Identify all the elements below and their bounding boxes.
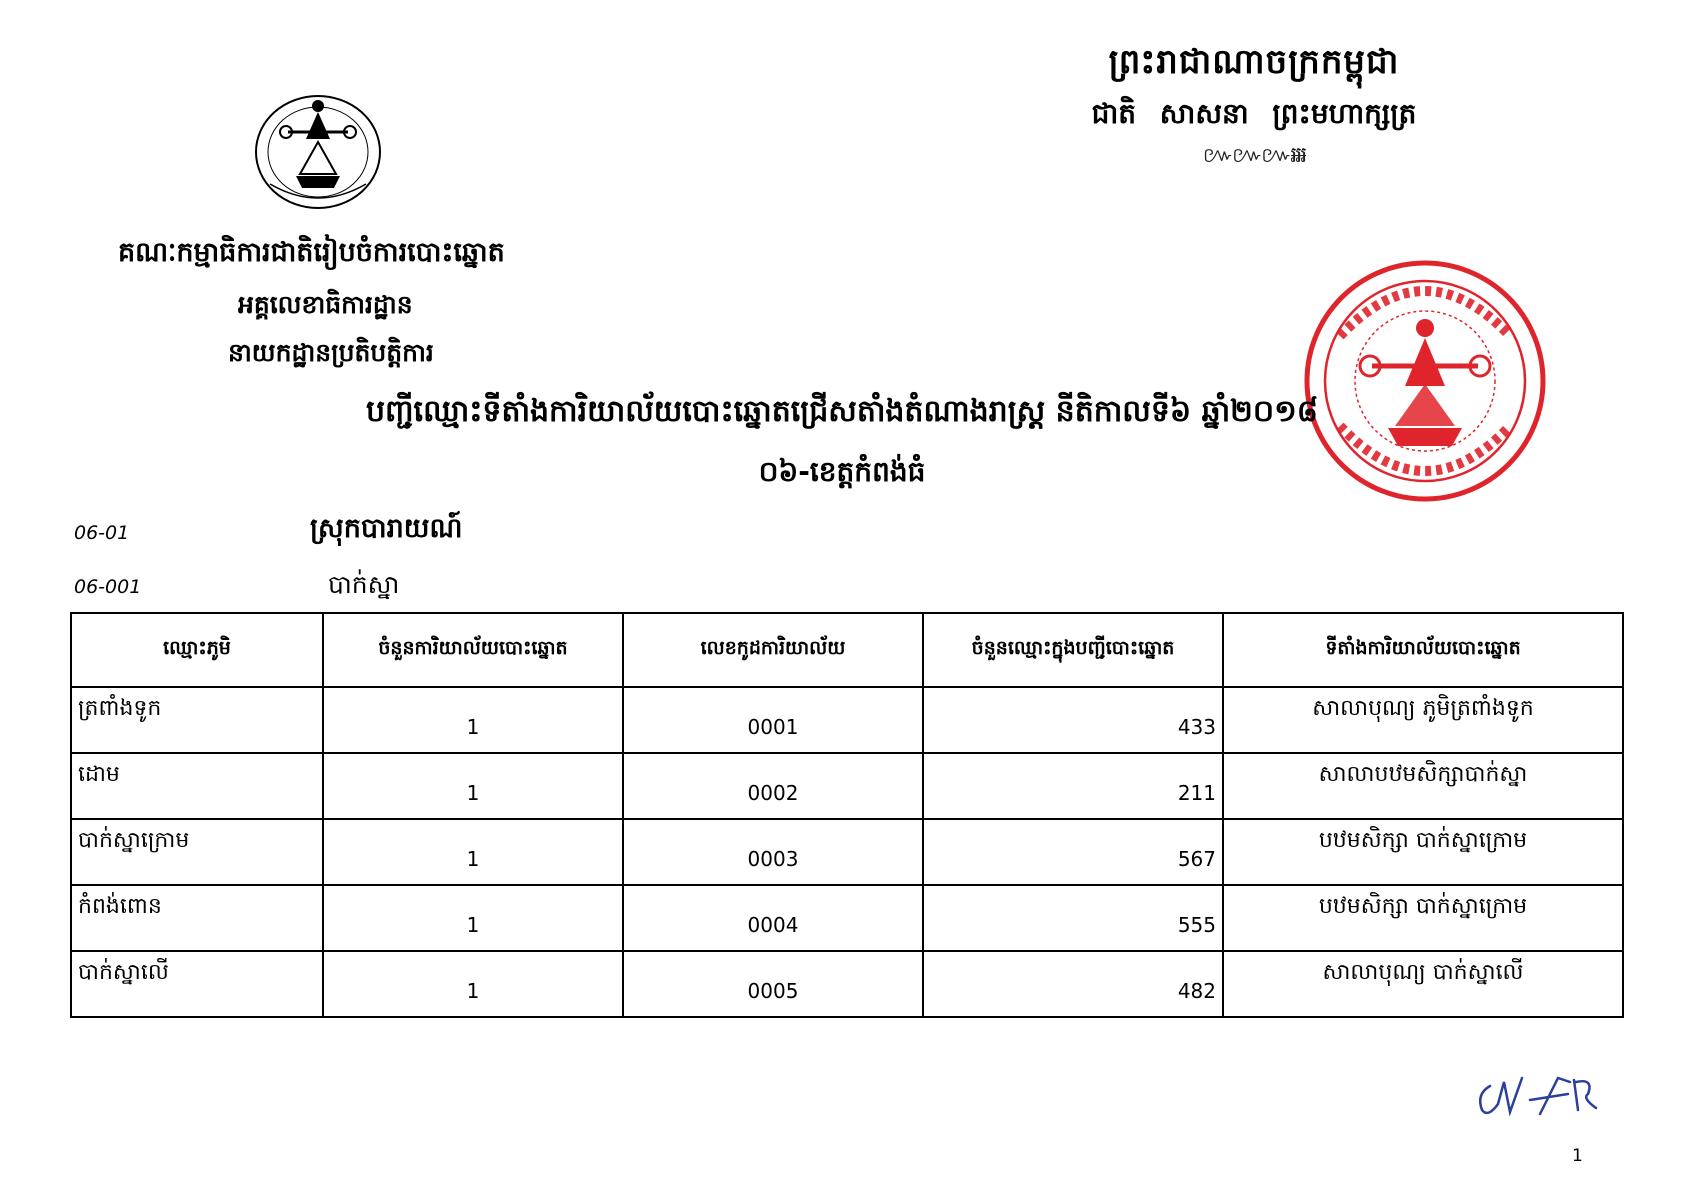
cell-voters: 211 <box>923 753 1223 819</box>
page-number: 1 <box>1572 1146 1583 1166</box>
table-row <box>71 885 1623 951</box>
header-village: ឈ្មោះភូមិ <box>71 613 323 687</box>
cell-code: 0005 <box>623 951 923 1017</box>
cell-code: 0003 <box>623 819 923 885</box>
header-station-count: ចំនួនការិយាល័យបោះឆ្នោត <box>323 613 623 687</box>
cell-code: 0002 <box>623 753 923 819</box>
cell-stations: 1 <box>323 819 623 885</box>
district-name: ស្រុកបារាយណ៍ <box>310 513 463 544</box>
header-location: ទីតាំងការិយាល័យបោះឆ្នោត <box>1223 613 1623 687</box>
ornament: ៚៚៚៛៛៛ <box>1202 143 1306 168</box>
table-header-row <box>71 613 1623 687</box>
district-code: 06-01 <box>74 522 130 544</box>
cell-code: 0004 <box>623 885 923 951</box>
cell-village: ដោម <box>71 753 323 819</box>
table-row <box>71 753 1623 819</box>
cell-stations: 1 <box>323 687 623 753</box>
kingdom-title: ព្រះរាជាណាចក្រកម្ពុជា <box>1108 42 1400 82</box>
cell-stations: 1 <box>323 753 623 819</box>
kingdom-motto: ជាតិ សាសនា ព្រះមហាក្សត្រ <box>1091 97 1417 130</box>
cell-voters: 567 <box>923 819 1223 885</box>
handwritten-signature <box>1470 1064 1620 1124</box>
cell-stations: 1 <box>323 885 623 951</box>
polling-station-table <box>70 612 1624 1018</box>
secretariat-name: អគ្គលេខាធិការដ្ឋាន <box>238 290 413 319</box>
document-title: បញ្ជីឈ្មោះទីតាំងការិយាល័យបោះឆ្នោតជ្រើសតាំងតំណាងរាស្ត្រ នីតិកាលទី៦ ឆ្នាំ២០១៨ <box>365 394 1319 429</box>
department-name: នាយកដ្ឋានប្រតិបត្តិការ <box>228 338 434 367</box>
table-row <box>71 819 1623 885</box>
cell-location: សាលាបុណ្យ ភូមិត្រពាំងទូក <box>1223 687 1623 753</box>
header-station-code: លេខកូដការិយាល័យ <box>623 613 923 687</box>
nec-emblem-logo <box>248 84 388 214</box>
cell-voters: 433 <box>923 687 1223 753</box>
kingdom-header <box>1064 40 1444 173</box>
cell-voters: 555 <box>923 885 1223 951</box>
commune-name: បាក់ស្នា <box>328 570 400 599</box>
cell-village: កំពង់ពោន <box>71 885 323 951</box>
cell-location: សាលាបុណ្យ បាក់ស្នាលើ <box>1223 951 1623 1017</box>
cell-location: បឋមសិក្សា បាក់ស្នាក្រោម <box>1223 819 1623 885</box>
cell-village: បាក់ស្នាក្រោម <box>71 819 323 885</box>
cell-stations: 1 <box>323 951 623 1017</box>
cell-voters: 482 <box>923 951 1223 1017</box>
header-voter-count: ចំនួនឈ្មោះក្នុងបញ្ជីបោះឆ្នោត <box>923 613 1223 687</box>
cell-location: សាលាបឋមសិក្សាបាក់ស្នា <box>1223 753 1623 819</box>
table-row <box>71 687 1623 753</box>
cell-village: ត្រពាំងទូក <box>71 687 323 753</box>
cell-village: បាក់ស្នាលើ <box>71 951 323 1017</box>
committee-name: គណៈកម្មាធិការជាតិរៀបចំការបោះឆ្នោត <box>118 237 505 268</box>
table-row <box>71 951 1623 1017</box>
cell-code: 0001 <box>623 687 923 753</box>
cell-location: បឋមសិក្សា បាក់ស្នាក្រោម <box>1223 885 1623 951</box>
commune-code: 06-001 <box>74 576 142 598</box>
province-title: ០៦-ខេត្តកំពង់ធំ <box>758 455 926 488</box>
